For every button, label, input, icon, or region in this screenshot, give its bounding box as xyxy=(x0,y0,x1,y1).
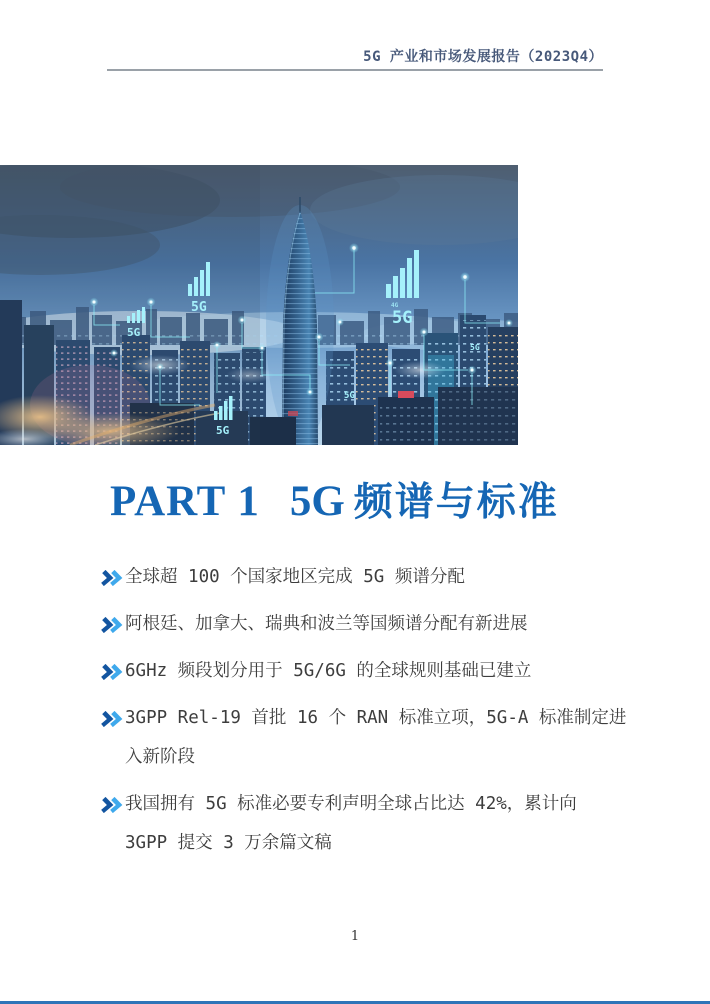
bullet-text: 3GPP Rel-19 首批 16 个 RAN 标准立项，5G-A 标准制定进 入新阶段 xyxy=(125,708,627,767)
header-title: 5G 产业和市场发展报告（2023Q4） xyxy=(363,49,603,65)
section-title xyxy=(110,471,559,527)
part-number-label: PART 1 xyxy=(110,478,260,525)
summary-list xyxy=(101,558,627,871)
list-item xyxy=(101,558,606,597)
double-chevron-icon xyxy=(101,711,125,732)
list-item xyxy=(101,652,606,691)
header-rule xyxy=(107,69,603,71)
title-subject-label: 频谱与标准 xyxy=(353,481,559,524)
5g-label: 5G xyxy=(216,424,230,437)
list-item xyxy=(101,699,627,777)
4g-label: 4G xyxy=(391,302,399,309)
title-5g-label: 5G xyxy=(289,478,345,525)
double-chevron-icon xyxy=(101,664,125,685)
5g-label: 5G xyxy=(470,343,480,352)
hero-city-image xyxy=(0,165,518,445)
bullet-text: 阿根廷、加拿大、瑞典和波兰等国频谱分配有新进展 xyxy=(125,614,528,634)
bullet-text: 全球超 100 个国家地区完成 5G 频谱分配 xyxy=(125,567,465,587)
list-item xyxy=(101,605,606,644)
city-night-5g-illustration xyxy=(0,165,518,445)
double-chevron-icon xyxy=(101,617,125,638)
double-chevron-icon xyxy=(101,570,125,591)
bullet-text: 6GHz 频段划分用于 5G/6G 的全球规则基础已建立 xyxy=(125,661,532,681)
page-number: 1 xyxy=(350,929,360,944)
5g-label: 5G xyxy=(127,326,141,339)
double-chevron-icon xyxy=(101,797,125,818)
list-item xyxy=(101,785,606,863)
5g-label: 5G xyxy=(392,308,413,328)
bullet-text: 我国拥有 5G 标准必要专利声明全球占比达 42%，累计向 3GPP 提交 3 万余篇文稿 xyxy=(125,794,577,853)
5g-label: 5G xyxy=(191,300,207,315)
5g-label: 5G xyxy=(344,391,355,401)
